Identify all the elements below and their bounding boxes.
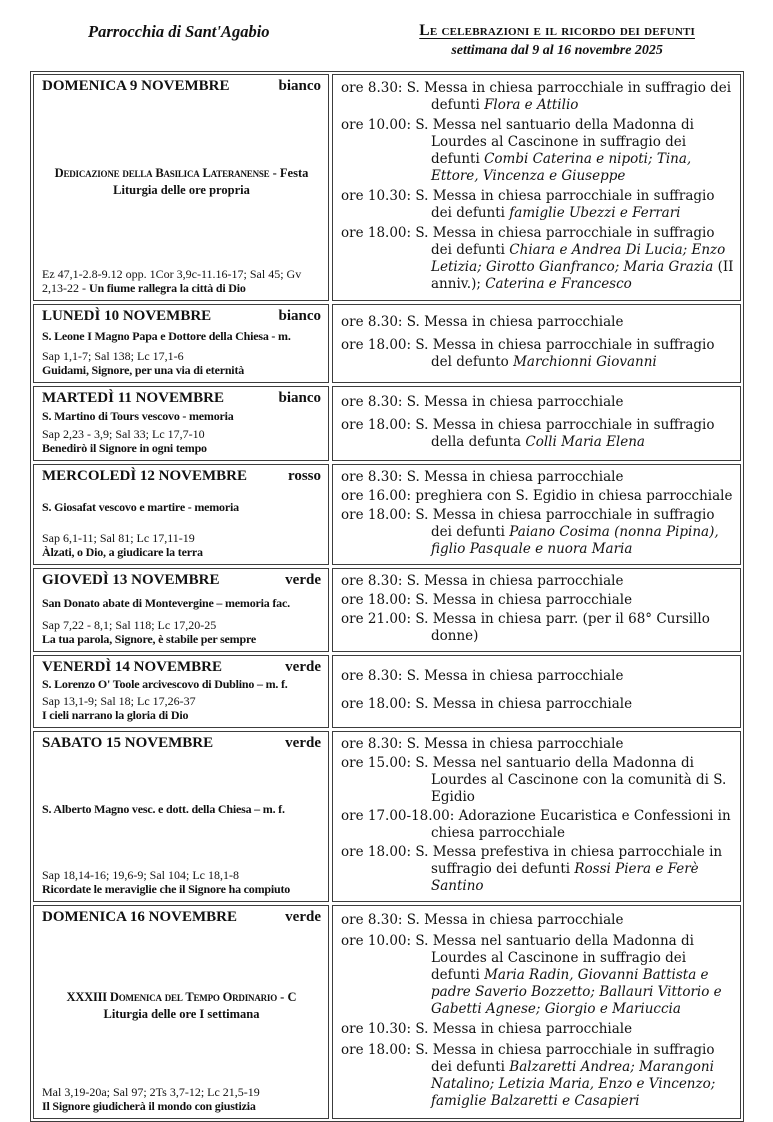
event-time: ore 17.00-18.00: [341, 808, 459, 824]
event-item [341, 507, 735, 558]
event-text: Chiara e Andrea Di Lucia; Enzo Letizia; Girotto Gianfranco; Maria Grazia [431, 242, 726, 275]
event-text: S. Messa in chiesa parrocchiale in suffragio dei defunti [406, 80, 732, 113]
readings-block [42, 868, 321, 897]
event-time: ore 21.00: [341, 611, 416, 627]
readings-text: Sap 1,1-7; Sal 138; Lc 17,1-6 [42, 348, 184, 363]
feast-name: Dedicazione della Basilica Lateranense [54, 165, 270, 180]
event-text: S. Messa in chiesa parrocchiale [406, 911, 624, 928]
day-row [33, 905, 741, 1119]
event-time: ore 8.30: [341, 573, 407, 589]
day-name: MARTEDÌ 11 NOVEMBRE [42, 390, 224, 406]
day-name: DOMENICA 16 NOVEMBRE [42, 909, 238, 925]
event-time: ore 16.00: [341, 488, 416, 504]
event-text: S. Messa in chiesa parrocchiale in suffragio dei defunti [415, 188, 715, 221]
events-cell [332, 905, 741, 1119]
event-item [341, 225, 735, 293]
event-item [341, 933, 735, 1018]
event-time: ore 15.00: [341, 755, 416, 771]
feast-rank: - C [277, 990, 297, 1005]
event-text: S. Messa prefestiva in chiesa parrocchiale in suffragio dei defunti [415, 844, 723, 877]
readings-block [42, 1085, 321, 1114]
event-item [341, 736, 735, 753]
readings-text: Sap 7,22 - 8,1; Sal 118; Lc 17,20-25 [42, 617, 217, 632]
events-cell [332, 386, 741, 461]
event-item [341, 668, 735, 685]
event-item [341, 337, 735, 371]
event-item [341, 573, 735, 590]
event-text: Maria Radin, Giovanni Battista e padre Saverio Bozzetto; Ballauri Vittorio e Gabetti Agnese; Giorgio e Mariuccia [431, 966, 722, 1017]
event-item [341, 488, 735, 505]
liturgical-color: bianco [278, 390, 321, 406]
event-text: Paiano Cosima (nonna Pipina), figlio Pasquale e nuora Maria [431, 524, 719, 557]
event-text: S. Messa in chiesa parrocchiale in suffragio del defunto [415, 337, 715, 371]
event-text: Combi Caterina e nipoti; Tina, Ettore, Vincenza e Giuseppe [431, 151, 692, 184]
event-text: S. Messa in chiesa parrocchiale in suffragio dei defunti [415, 507, 715, 540]
event-text: S. Messa in chiesa parrocchiale [406, 668, 624, 685]
day-info-cell [33, 386, 329, 461]
day-info-cell [33, 731, 329, 902]
event-text: Caterina e Francesco [485, 276, 632, 292]
readings-block [42, 349, 321, 378]
readings-block [42, 427, 321, 456]
event-time: ore 18.00: [341, 225, 416, 241]
event-item [341, 1021, 735, 1038]
event-time: ore 10.00: [341, 117, 416, 133]
event-text: S. Messa in chiesa parrocchiale [415, 592, 633, 608]
liturgical-color: bianco [278, 308, 321, 324]
event-text: famiglie Ubezzi e Ferrari [509, 205, 681, 221]
events-cell [332, 731, 741, 902]
event-text: S. Messa in chiesa parrocchiale [406, 736, 624, 752]
liturgical-color: verde [285, 909, 321, 925]
event-text: S. Messa nel santuario della Madonna di Lourdes al Cascinone in suffragio dei defunti [415, 932, 694, 983]
event-time: ore 18.00: [341, 416, 416, 433]
feast-label [42, 988, 321, 1006]
readings-text: Sap 6,1-11; Sal 81; Lc 17,11-19 [42, 530, 195, 545]
day-name: DOMENICA 9 NOVEMBRE [42, 78, 230, 94]
events-cell [332, 74, 741, 301]
day-row [33, 568, 741, 652]
day-info-cell [33, 568, 329, 652]
event-time: ore 8.30: [341, 80, 407, 96]
saint-label: S. Lorenzo O' Toole arcivescovo di Dublino – m. f. [42, 677, 288, 692]
event-time: ore 8.30: [341, 736, 407, 752]
event-text: S. Messa in chiesa parrocchiale in suffragio dei defunti [415, 1042, 715, 1076]
liturgical-color: rosso [287, 468, 321, 484]
event-time: ore 8.30: [341, 394, 407, 411]
psalm-response: Guidami, Signore, per una via di eternità [42, 363, 245, 378]
feast-rank: - Festa [269, 165, 309, 180]
event-time: ore 18.00: [341, 695, 416, 712]
event-text: preghiera con S. Egidio in chiesa parrocchiale [415, 488, 733, 504]
feast-block [42, 164, 321, 198]
event-item [341, 469, 735, 486]
events-cell [332, 568, 741, 652]
event-text: Colli Maria Elena [525, 433, 645, 450]
readings-text: Sap 2,23 - 3,9; Sal 33; Lc 17,7-10 [42, 426, 205, 441]
day-header [42, 659, 321, 676]
event-item [341, 844, 735, 895]
document-title: Le celebrazioni e il ricordo dei defunti [419, 22, 695, 39]
event-text: S. Messa in chiesa parrocchiale [406, 394, 624, 411]
psalm-response: Àlzati, o Dio, a giudicare la terra [42, 545, 203, 560]
event-text: Marchionni Giovanni [513, 354, 657, 371]
event-text: (II anniv.); [431, 259, 734, 292]
event-item [341, 808, 735, 842]
event-item [341, 117, 735, 185]
day-header [42, 78, 321, 95]
event-time: ore 10.00: [341, 932, 416, 949]
psalm-response: I cieli narrano la gloria di Dio [42, 708, 189, 723]
day-name: LUNEDÌ 10 NOVEMBRE [42, 308, 212, 324]
day-info-cell [33, 905, 329, 1119]
event-time: ore 18.00: [341, 337, 416, 354]
day-info-cell [33, 464, 329, 565]
saint-label: S. Giosafat vescovo e martire - memoria [42, 500, 239, 515]
liturgical-color: bianco [278, 78, 321, 94]
day-info-cell [33, 74, 329, 301]
day-row [33, 731, 741, 902]
event-time: ore 18.00: [341, 844, 416, 860]
event-time: ore 18.00: [341, 1042, 416, 1059]
event-time: ore 8.30: [341, 668, 407, 685]
events-cell [332, 655, 741, 728]
day-row [33, 655, 741, 728]
event-text: S. Messa nel santuario della Madonna di Lourdes al Cascinone in suffragio dei defunti [415, 117, 694, 167]
feast-label [42, 164, 321, 182]
page-header [0, 0, 773, 65]
saint-label: San Donato abate di Montevergine – memoria fac. [42, 595, 290, 610]
event-item [341, 80, 735, 114]
readings-text: Ez 47,1-2.8-9.12 opp. 1Cor 3,9c-11.16-17; Sal 45; Gv 2,13-22 - [42, 266, 302, 296]
day-row [33, 464, 741, 565]
event-text: Rossi Piera e Ferè Santino [431, 861, 699, 894]
event-text: S. Messa in chiesa parrocchiale in suffragio della defunta [415, 416, 715, 450]
event-text: S. Messa in chiesa parrocchiale [415, 1021, 633, 1038]
psalm-response: La tua parola, Signore, è stabile per sempre [42, 632, 256, 647]
feast-name: XXXIII Domenica del Tempo Ordinario [66, 990, 278, 1005]
day-header [42, 572, 321, 589]
schedule-table [30, 71, 744, 1122]
readings-block [42, 694, 321, 723]
event-item [341, 592, 735, 609]
day-name: MERCOLEDÌ 12 NOVEMBRE [42, 468, 248, 484]
saint-label: S. Leone I Magno Papa e Dottore della Chiesa - m. [42, 329, 291, 344]
liturgical-color: verde [285, 572, 321, 588]
day-info-cell [33, 304, 329, 383]
event-time: ore 8.30: [341, 911, 407, 928]
event-item [341, 394, 735, 411]
event-time: ore 10.30: [341, 188, 416, 204]
event-item [341, 611, 735, 645]
event-text: S. Messa in chiesa parrocchiale [406, 469, 624, 485]
liturgical-color: verde [285, 735, 321, 751]
day-header [42, 308, 321, 325]
event-item [341, 314, 735, 331]
events-cell [332, 464, 741, 565]
event-item [341, 912, 735, 929]
day-row [33, 74, 741, 301]
liturgy-label: Liturgia delle ore propria [113, 182, 250, 197]
day-name: SABATO 15 NOVEMBRE [42, 735, 214, 751]
day-row [33, 386, 741, 461]
event-text: S. Messa nel santuario della Madonna di Lourdes al Cascinone con la comunità di S. Egidio [415, 755, 727, 805]
day-header [42, 468, 321, 485]
day-info-cell [33, 655, 329, 728]
events-cell [332, 304, 741, 383]
event-item [341, 696, 735, 713]
psalm-response: Ricordate le meraviglie che il Signore ha compiuto [42, 882, 291, 897]
psalm-response: Il Signore giudicherà il mondo con giustizia [42, 1099, 256, 1114]
day-header [42, 735, 321, 752]
saint-label: S. Alberto Magno vesc. e dott. della Chiesa – m. f. [42, 802, 285, 817]
day-name: VENERDÌ 14 NOVEMBRE [42, 659, 223, 675]
saint-label: S. Martino di Tours vescovo - memoria [42, 409, 234, 424]
title-block [419, 22, 695, 59]
readings-text: Sap 13,1-9; Sal 18; Lc 17,26-37 [42, 693, 196, 708]
event-text: Flora e Attilio [484, 97, 579, 113]
readings-text: Sap 18,14-16; 19,6-9; Sal 104; Lc 18,1-8 [42, 867, 239, 882]
event-item [341, 1042, 735, 1110]
liturgy-label: Liturgia delle ore I settimana [103, 1007, 260, 1022]
readings-text: Mal 3,19-20a; Sal 97; 2Ts 3,7-12; Lc 21,5-19 [42, 1084, 260, 1099]
feast-block [42, 988, 321, 1022]
event-item [341, 188, 735, 222]
event-item [341, 755, 735, 806]
event-text: Adorazione Eucaristica e Confessioni in chiesa parrocchiale [431, 808, 731, 841]
liturgical-color: verde [285, 659, 321, 675]
day-header [42, 909, 321, 926]
event-time: ore 18.00: [341, 592, 416, 608]
event-time: ore 18.00: [341, 507, 416, 523]
event-item [341, 417, 735, 451]
psalm-response: Un fiume rallegra la città di Dio [89, 281, 246, 296]
event-time: ore 10.30: [341, 1021, 416, 1038]
readings-block [42, 267, 321, 296]
event-text: S. Messa in chiesa parrocchiale [406, 313, 624, 330]
event-text: S. Messa in chiesa parrocchiale [406, 573, 624, 589]
document-subtitle: settimana dal 9 al 16 novembre 2025 [451, 43, 663, 58]
day-name: GIOVEDÌ 13 NOVEMBRE [42, 572, 220, 588]
parish-name: Parrocchia di Sant'Agabio [88, 22, 270, 41]
readings-block [42, 531, 321, 560]
psalm-response: Benedirò il Signore in ogni tempo [42, 441, 207, 456]
event-text: S. Messa in chiesa parrocchiale [415, 695, 633, 712]
event-time: ore 8.30: [341, 313, 407, 330]
day-header [42, 390, 321, 407]
day-row [33, 304, 741, 383]
event-time: ore 8.30: [341, 469, 407, 485]
event-text: Balzaretti Andrea; Marangoni Natalino; Letizia Maria, Enzo e Vincenzo; famiglie Balzaretti e Casapieri [431, 1059, 716, 1110]
event-text: S. Messa in chiesa parr. (per il 68° Cursillo donne) [415, 611, 710, 644]
readings-block [42, 618, 321, 647]
event-text: S. Messa in chiesa parrocchiale in suffragio dei defunti [415, 225, 715, 258]
